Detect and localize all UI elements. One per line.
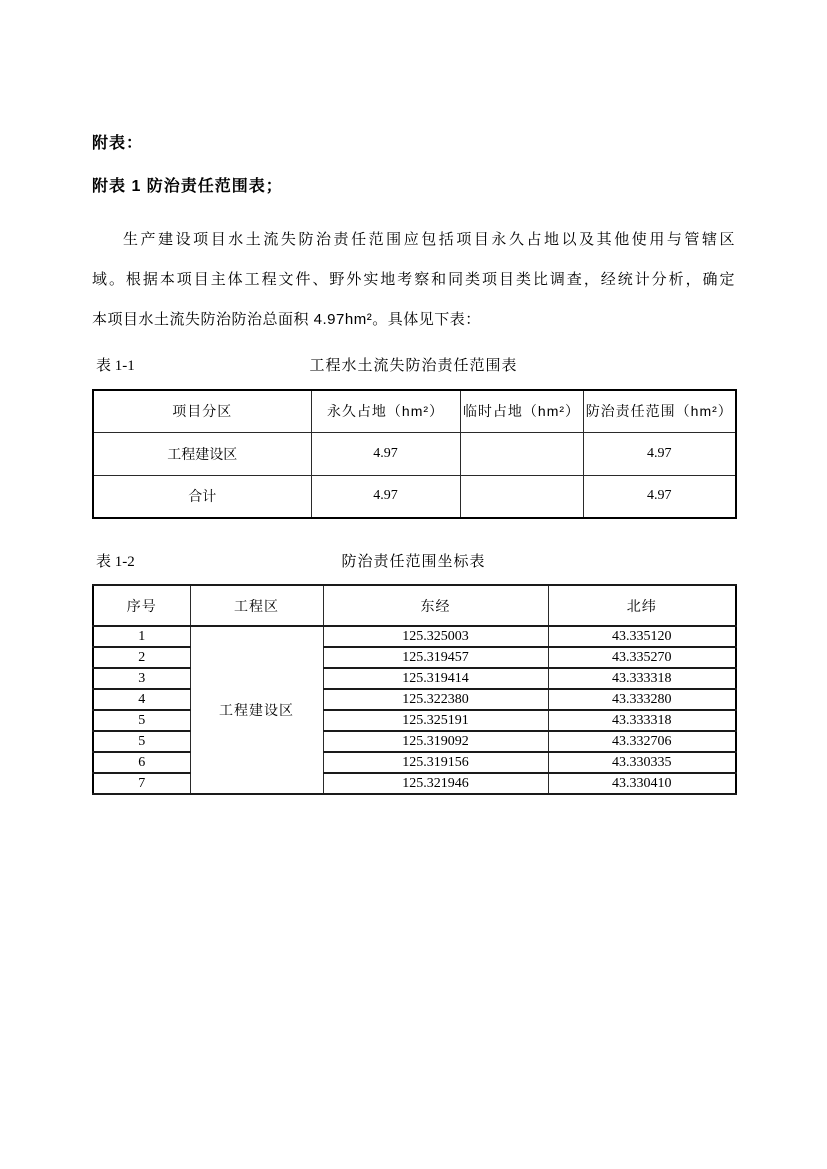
- temporary-area-cell: [460, 475, 583, 518]
- table2-caption-label: 表 1-2: [96, 554, 135, 570]
- table1-caption: [92, 354, 735, 374]
- table2-caption: [92, 550, 735, 570]
- longitude-cell: 125.321946: [323, 773, 548, 794]
- latitude-cell: 43.333318: [548, 668, 736, 689]
- longitude-cell: 125.319092: [323, 731, 548, 752]
- table-row: [93, 731, 736, 752]
- table2-header-lon: 东经: [323, 585, 548, 626]
- intro-paragraph: [92, 220, 735, 340]
- zone-cell: 工程建设区: [93, 432, 311, 475]
- table-row: [93, 710, 736, 731]
- table2-header-lat: 北纬: [548, 585, 736, 626]
- row-number-cell: 6: [93, 752, 190, 773]
- row-number-cell: 2: [93, 647, 190, 668]
- table-row: [93, 475, 736, 518]
- latitude-cell: 43.330410: [548, 773, 736, 794]
- latitude-cell: 43.330335: [548, 752, 736, 773]
- longitude-cell: 125.319457: [323, 647, 548, 668]
- longitude-cell: 125.319156: [323, 752, 548, 773]
- permanent-area-cell: 4.97: [311, 432, 460, 475]
- paragraph-line-1: 生产建设项目水土流失防治责任范围应包括项目永久占地以及其他使用与管辖区: [123, 231, 735, 248]
- zone-merged-cell: 工程建设区: [190, 626, 323, 794]
- longitude-cell: 125.325003: [323, 626, 548, 647]
- longitude-cell: 125.325191: [323, 710, 548, 731]
- table-row: [93, 752, 736, 773]
- table-row: [93, 647, 736, 668]
- latitude-cell: 43.335120: [548, 626, 736, 647]
- row-number-cell: 3: [93, 668, 190, 689]
- longitude-cell: 125.322380: [323, 689, 548, 710]
- table2-header-zone: 工程区: [190, 585, 323, 626]
- table2-header-no: 序号: [93, 585, 190, 626]
- row-number-cell: 5: [93, 710, 190, 731]
- row-number-cell: 7: [93, 773, 190, 794]
- temporary-area-cell: [460, 432, 583, 475]
- paragraph-line-3: 本项目水土流失防治防治总面积 4.97hm²。具体见下表：: [92, 311, 481, 328]
- permanent-area-cell: 4.97: [311, 475, 460, 518]
- table1-header-temporary: 临时占地（hm²）: [460, 390, 583, 432]
- table1-caption-label: 表 1-1: [96, 358, 135, 374]
- responsibility-scope-table: [92, 389, 737, 519]
- table-row: [93, 432, 736, 475]
- table2-caption-title: 防治责任范围坐标表: [341, 553, 486, 570]
- row-number-cell: 1: [93, 626, 190, 647]
- latitude-cell: 43.335270: [548, 647, 736, 668]
- scope-area-cell: 4.97: [583, 475, 736, 518]
- table1-header-permanent: 永久占地（hm²）: [311, 390, 460, 432]
- table-row: [93, 668, 736, 689]
- row-number-cell: 5: [93, 731, 190, 752]
- latitude-cell: 43.333318: [548, 710, 736, 731]
- row-number-cell: 4: [93, 689, 190, 710]
- zone-cell: 合计: [93, 475, 311, 518]
- table2-header-row: [93, 585, 736, 626]
- table-row: [93, 626, 736, 647]
- appendix-table1-heading: 附表 1 防治责任范围表；: [92, 178, 283, 195]
- table-row: [93, 689, 736, 710]
- longitude-cell: 125.319414: [323, 668, 548, 689]
- coordinates-table: [92, 584, 737, 795]
- latitude-cell: 43.333280: [548, 689, 736, 710]
- table-row: [93, 773, 736, 794]
- table1-header-scope: 防治责任范围（hm²）: [583, 390, 736, 432]
- paragraph-line-2: 域。根据本项目主体工程文件、野外实地考察和同类项目类比调查，经统计分析，确定: [92, 271, 735, 288]
- appendix-heading: 附表：: [92, 135, 144, 152]
- table1-header-row: [93, 390, 736, 432]
- table1-caption-title: 工程水土流失防治责任范围表: [309, 357, 518, 374]
- scope-area-cell: 4.97: [583, 432, 736, 475]
- table1-header-zone: 项目分区: [93, 390, 311, 432]
- latitude-cell: 43.332706: [548, 731, 736, 752]
